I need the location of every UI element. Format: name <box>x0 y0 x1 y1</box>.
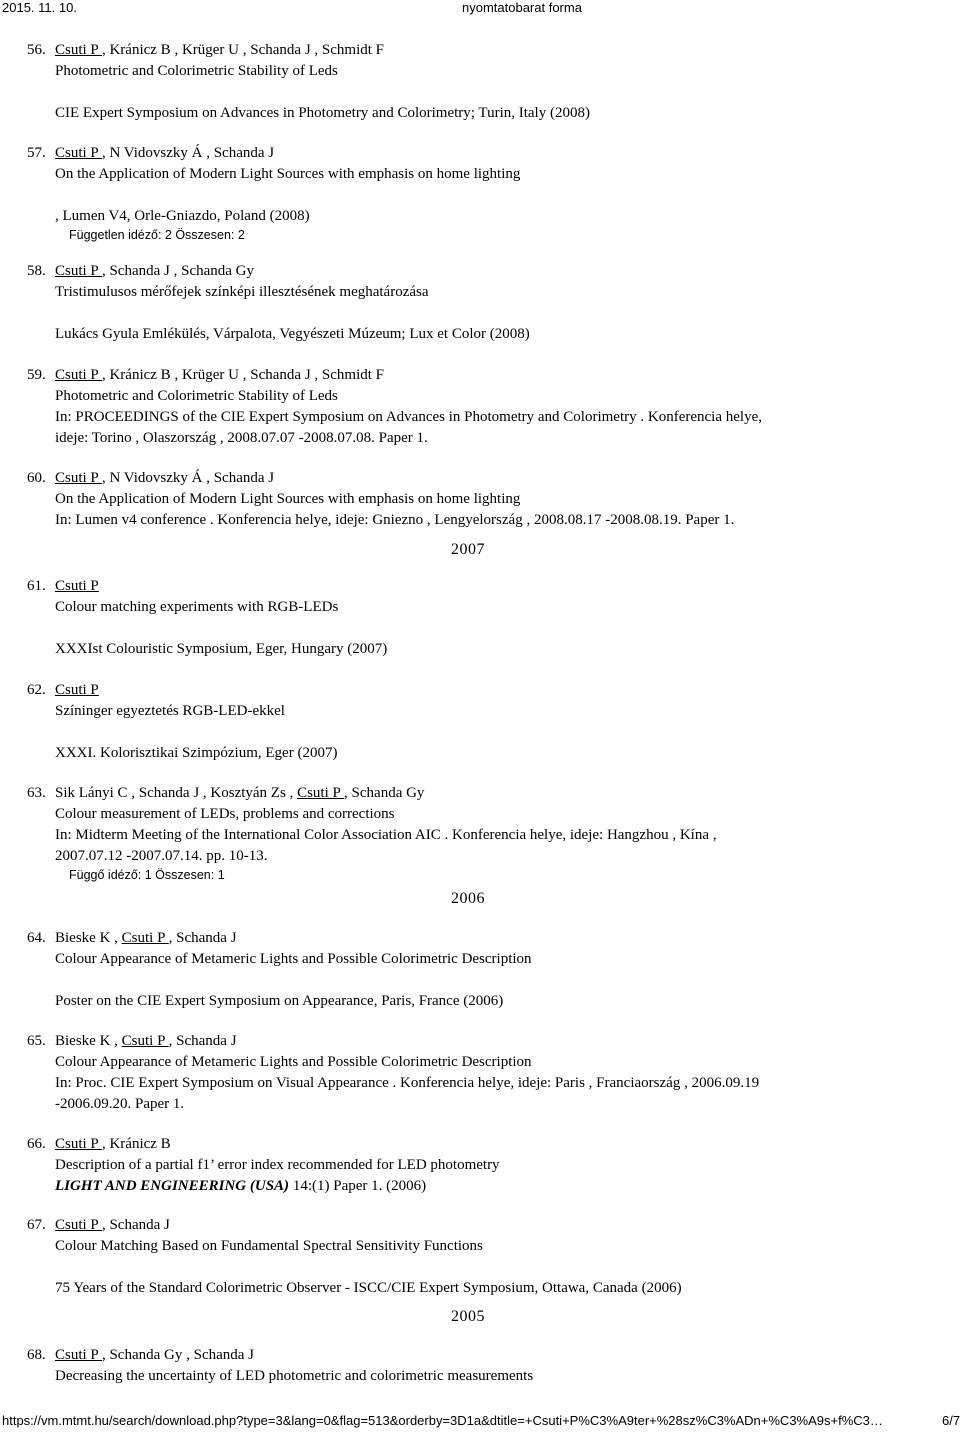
year-heading: 2005 <box>451 1308 485 1325</box>
publication-venue: CIE Expert Symposium on Advances in Photometry and Colorimetry; Turin, Italy (2008) <box>55 105 590 121</box>
coauthors: , Kránicz B , Krüger U , Schanda J , Schmidt F <box>101 42 385 58</box>
author-link[interactable]: Csuti P <box>55 145 102 161</box>
publication-title: Tristimulusos mérőfejek színképi illesztésének meghatározása <box>55 284 429 300</box>
journal-name: LIGHT AND ENGINEERING (USA) <box>55 1178 290 1194</box>
coauthors: , Kránicz B <box>101 1136 171 1152</box>
publication-entry <box>27 1215 937 1299</box>
publication-title: Colour Matching Based on Fundamental Spectral Sensitivity Functions <box>55 1238 483 1254</box>
author-link[interactable]: Csuti P <box>121 1033 169 1049</box>
coauthors: , N Vidovszky Á , Schanda J <box>101 470 275 486</box>
publication-source-cont: ideje: Torino , Olaszország , 2008.07.07 -2008.07.08. Paper 1. <box>55 430 428 446</box>
publication-entry <box>27 261 937 345</box>
author-link[interactable]: Csuti P <box>55 578 99 594</box>
coauthors: , Kránicz B , Krüger U , Schanda J , Schmidt F <box>101 367 385 383</box>
publication-entry <box>27 468 937 531</box>
publication-title: On the Application of Modern Light Sources with emphasis on home lighting <box>55 166 521 182</box>
publication-entry <box>27 1134 937 1197</box>
publication-title: Színinger egyeztetés RGB-LED-ekkel <box>55 703 285 719</box>
entry-number: 62. <box>27 682 46 698</box>
publication-title: On the Application of Modern Light Sources with emphasis on home lighting <box>55 491 521 507</box>
leading-authors: Sik Lányi C , Schanda J , Kosztyán Zs , <box>55 785 298 801</box>
entry-number: 68. <box>27 1347 46 1363</box>
entry-number: 64. <box>27 930 46 946</box>
citation-count: Független idéző: 2 Összesen: 2 <box>69 228 245 242</box>
publication-title: Colour Appearance of Metameric Lights and Possible Colorimetric Description <box>55 1054 532 1070</box>
coauthors: , Schanda J <box>168 930 237 946</box>
publication-title: Colour measurement of LEDs, problems and corrections <box>55 806 395 822</box>
author-link[interactable]: Csuti P <box>55 1136 102 1152</box>
publication-entry <box>27 680 937 764</box>
publication-entry <box>27 576 937 660</box>
publication-entry <box>27 1345 937 1387</box>
publication-source: In: PROCEEDINGS of the CIE Expert Symposium on Advances in Photometry and Colorimetry . Konferencia helye, <box>55 409 762 425</box>
coauthors: , Schanda J <box>168 1033 237 1049</box>
publication-entry <box>27 365 937 449</box>
entry-number: 67. <box>27 1217 46 1233</box>
author-link[interactable]: Csuti P <box>121 930 169 946</box>
leading-authors: Bieske K , <box>55 1033 122 1049</box>
coauthors: , Schanda J <box>101 1217 170 1233</box>
entry-number: 56. <box>27 42 46 58</box>
publication-title: Colour Appearance of Metameric Lights and Possible Colorimetric Description <box>55 951 532 967</box>
coauthors: , Schanda J , Schanda Gy <box>101 263 255 279</box>
citation-count: Függő idéző: 1 Összesen: 1 <box>69 868 225 882</box>
author-link[interactable]: Csuti P <box>55 1217 102 1233</box>
publication-venue: , Lumen V4, Orle-Gniazdo, Poland (2008) <box>55 208 310 224</box>
leading-authors: Bieske K , <box>55 930 122 946</box>
publication-title: Photometric and Colorimetric Stability of Leds <box>55 388 338 404</box>
publication-venue: XXXI. Kolorisztikai Szimpózium, Eger (2007) <box>55 745 338 761</box>
publication-entry <box>27 40 937 124</box>
publication-entry <box>27 783 937 885</box>
publication-title: Colour matching experiments with RGB-LEDs <box>55 599 339 615</box>
coauthors: , Schanda Gy <box>344 785 425 801</box>
author-link[interactable]: Csuti P <box>55 682 99 698</box>
publication-source: In: Midterm Meeting of the International Color Association AIC . Konferencia helye, ideje: Hangzhou , Kína , <box>55 827 717 843</box>
author-link[interactable]: Csuti P <box>55 367 102 383</box>
entry-number: 65. <box>27 1033 46 1049</box>
publication-source-cont: 2007.07.12 -2007.07.14. pp. 10-13. <box>55 848 268 864</box>
publication-entry <box>27 1031 937 1115</box>
author-link[interactable]: Csuti P <box>55 1347 102 1363</box>
publication-venue: Lukács Gyula Emlékülés, Várpalota, Vegyészeti Múzeum; Lux et Color (2008) <box>55 326 530 342</box>
page-header-title: nyomtatobarat forma <box>462 0 582 15</box>
publication-venue: XXXIst Colouristic Symposium, Eger, Hungary (2007) <box>55 641 388 657</box>
entry-number: 60. <box>27 470 46 486</box>
entry-number: 58. <box>27 263 46 279</box>
entry-number: 66. <box>27 1136 46 1152</box>
page-url: https://vm.mtmt.hu/search/download.php?type=3&lang=0&flag=513&orderby=3D1a&dtitle=+Csuti+P%C3%A9ter+%28sz%C3%ADn+%C3%A9s+f%C3… <box>2 1413 883 1428</box>
page-number: 6/7 <box>942 1413 960 1428</box>
publication-title: Photometric and Colorimetric Stability of Leds <box>55 63 338 79</box>
coauthors: , Schanda Gy , Schanda J <box>101 1347 255 1363</box>
publication-entry <box>27 143 937 245</box>
entry-number: 59. <box>27 367 46 383</box>
publication-title: Description of a partial f1’ error index recommended for LED photometry <box>55 1157 500 1173</box>
year-heading: 2006 <box>451 890 485 907</box>
author-link[interactable]: Csuti P <box>55 263 102 279</box>
author-link[interactable]: Csuti P <box>55 42 102 58</box>
author-link[interactable]: Csuti P <box>55 470 102 486</box>
entry-number: 57. <box>27 145 46 161</box>
coauthors: , N Vidovszky Á , Schanda J <box>101 145 275 161</box>
publication-source-cont: -2006.09.20. Paper 1. <box>55 1096 185 1112</box>
journal-details: 14:(1) Paper 1. (2006) <box>289 1178 427 1194</box>
entry-number: 63. <box>27 785 46 801</box>
publication-source: In: Proc. CIE Expert Symposium on Visual Appearance . Konferencia helye, ideje: Paris , Franciaország , 2006.09.19 <box>55 1075 760 1091</box>
publication-source: In: Lumen v4 conference . Konferencia helye, ideje: Gniezno , Lengyelország , 2008.08.17 -2008.08.19. Paper 1. <box>55 512 735 528</box>
publication-entry <box>27 928 937 1012</box>
entry-number: 61. <box>27 578 46 594</box>
year-heading: 2007 <box>451 541 485 558</box>
print-date: 2015. 11. 10. <box>2 0 77 15</box>
author-link[interactable]: Csuti P <box>297 785 345 801</box>
publication-title: Decreasing the uncertainty of LED photometric and colorimetric measurements <box>55 1368 534 1384</box>
publication-venue: Poster on the CIE Expert Symposium on Appearance, Paris, France (2006) <box>55 993 504 1009</box>
publication-venue: 75 Years of the Standard Colorimetric Observer - ISCC/CIE Expert Symposium, Ottawa, Canada (2006) <box>55 1280 682 1296</box>
